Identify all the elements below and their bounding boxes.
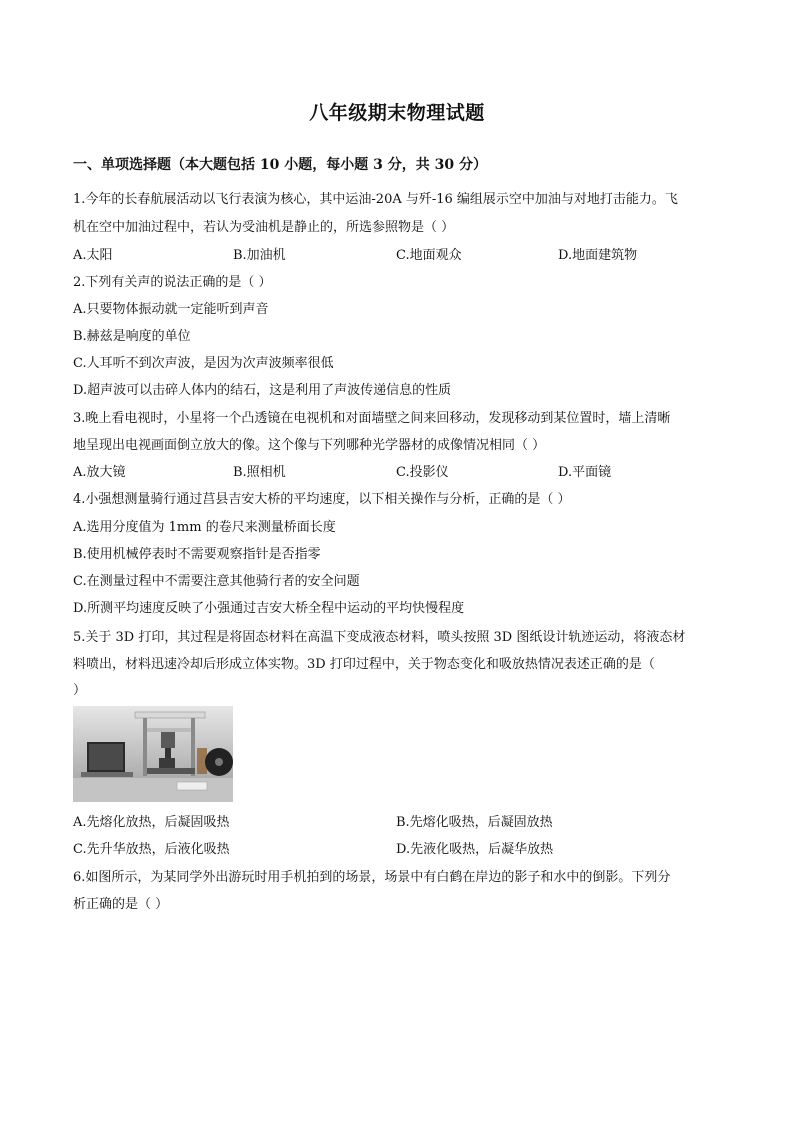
question-3-option-a: A.放大镜 bbox=[73, 465, 126, 480]
question-3-stem-line-1: 3.晚上看电视时，小星将一个凸透镜在电视机和对面墙壁之间来回移动，发现移动到某位置时，墙上清晰 bbox=[73, 411, 671, 426]
question-1-stem-line-2: 机在空中加油过程中，若认为受油机是静止的，所选参照物是（ ） bbox=[73, 220, 455, 235]
question-1-stem-line-1: 1.今年的长春航展活动以飞行表演为核心，其中运油-20A 与歼-16 编组展示空中加油与对地打击能力。飞 bbox=[73, 192, 678, 207]
question-3-stem-line-2: 地呈现出电视画面倒立放大的像。这个像与下列哪种光学器材的成像情况相同（ ） bbox=[73, 438, 546, 453]
question-4-stem: 4.小强想测量骑行通过莒县吉安大桥的平均速度，以下相关操作与分析，正确的是（ ） bbox=[73, 492, 571, 507]
question-2-stem: 2.下列有关声的说法正确的是（ ） bbox=[73, 275, 272, 290]
question-4-option-c: C.在测量过程中不需要注意其他骑行者的安全问题 bbox=[73, 574, 360, 589]
question-1-option-a: A.太阳 bbox=[73, 248, 113, 263]
question-3-option-b: B.照相机 bbox=[233, 465, 286, 480]
question-2-option-a: A.只要物体振动就一定能听到声音 bbox=[73, 302, 269, 317]
question-1-option-b: B.加油机 bbox=[233, 248, 286, 263]
question-2-option-b: B.赫兹是响度的单位 bbox=[73, 329, 191, 344]
question-5-stem-line-2: 料喷出，材料迅速冷却后形成立体实物。3D 打印过程中，关于物态变化和吸放热情况表述正确的是（ bbox=[73, 657, 655, 672]
page-title: 八年级期末物理试题 bbox=[309, 102, 485, 124]
question-6-stem-line-1: 6.如图所示，为某同学外出游玩时用手机拍到的场景，场景中有白鹤在岸边的影子和水中的倒影。下列分 bbox=[73, 870, 671, 885]
question-2-option-c: C.人耳听不到次声波，是因为次声波频率很低 bbox=[73, 356, 334, 371]
question-4-option-d: D.所测平均速度反映了小强通过吉安大桥全程中运动的平均快慢程度 bbox=[73, 601, 465, 616]
question-2-option-d: D.超声波可以击碎人体内的结石，这是利用了声波传递信息的性质 bbox=[73, 383, 452, 398]
question-5-option-d: D.先液化吸热，后凝华放热 bbox=[396, 842, 554, 857]
question-3-option-c: C.投影仪 bbox=[396, 465, 449, 480]
question-6-stem-line-2: 析正确的是（ ） bbox=[73, 897, 169, 912]
question-5-stem-line-1: 5.关于 3D 打印，其过程是将固态材料在高温下变成液态材料，喷头按照 3D 图纸设计轨迹运动，将液态材 bbox=[73, 630, 686, 645]
section-heading: 一、单项选择题（本大题包括 10 小题，每小题 3 分，共 30 分） bbox=[73, 157, 487, 173]
question-1-option-d: D.地面建筑物 bbox=[558, 248, 638, 263]
question-5-option-b: B.先熔化吸热，后凝固放热 bbox=[396, 815, 553, 830]
question-5-stem-line-3: ） bbox=[73, 683, 87, 698]
question-5-option-a: A.先熔化放热，后凝固吸热 bbox=[73, 815, 230, 830]
question-3-option-d: D.平面镜 bbox=[558, 465, 612, 480]
question-1-option-c: C.地面观众 bbox=[396, 248, 462, 263]
question-4-option-a: A.选用分度值为 1mm 的卷尺来测量桥面长度 bbox=[73, 520, 336, 535]
3d-printer-photo bbox=[73, 706, 233, 802]
question-5-option-c: C.先升华放热，后液化吸热 bbox=[73, 842, 230, 857]
question-4-option-b: B.使用机械停表时不需要观察指针是否指零 bbox=[73, 547, 321, 562]
